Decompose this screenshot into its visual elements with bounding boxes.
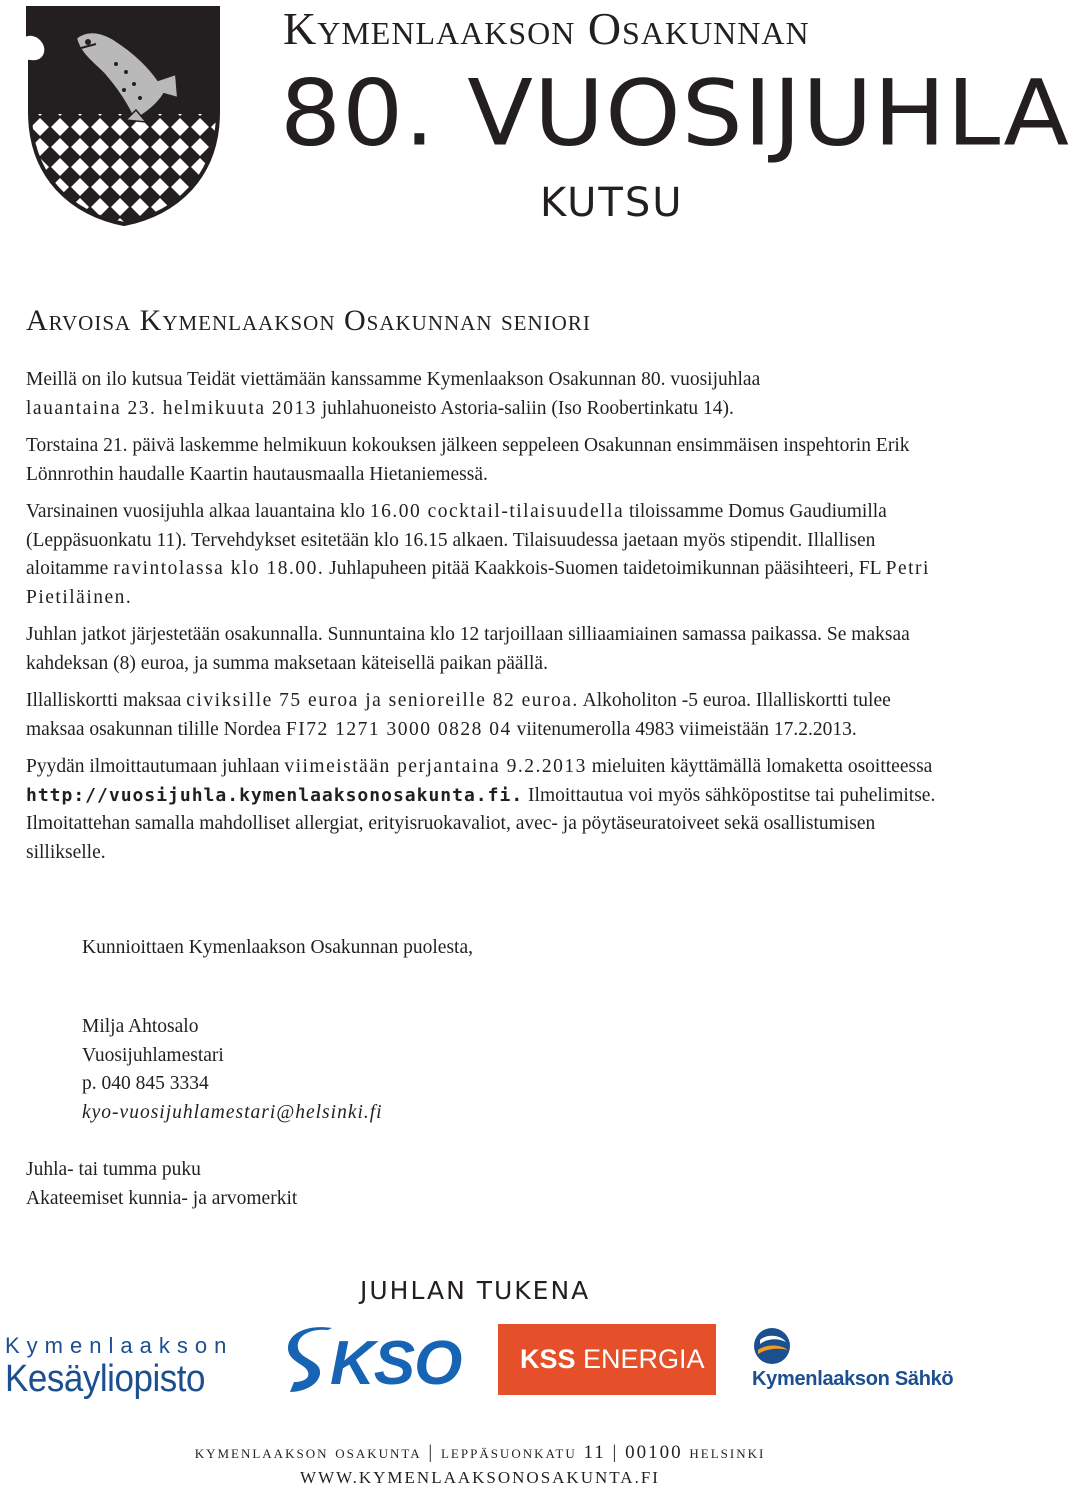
paragraph-wreath: Torstaina 21. päivä laskemme helmikuun kokouksen jälkeen seppeleen Osakunnan ensimmäisen inspehtorin Erik Lönnrothin haudalle Kaartin hautausmaalla Hietaniemessä. bbox=[26, 435, 910, 485]
sponsor-sahko-text: Kymenlaakson Sähkö bbox=[752, 1368, 954, 1390]
speaker-emphasis: Petri Pietiläinen. bbox=[26, 558, 930, 608]
signer-name: Milja Ahtosalo bbox=[82, 1016, 199, 1037]
footer-address: kymenlaakson osakunta | leppäsuonkatu 11 | 00100 helsinki bbox=[194, 1442, 766, 1463]
dress-code bbox=[26, 1156, 297, 1213]
header-invitation-label: KUTSU bbox=[540, 180, 684, 226]
sponsor-kesayliopisto-logo bbox=[5, 1333, 235, 1399]
registration-link[interactable]: http://vuosijuhla.kymenlaaksonosakunta.fi. bbox=[26, 784, 524, 806]
sponsor-kso-logo bbox=[288, 1326, 462, 1398]
time-emphasis: 16.00 cocktail-tilaisuudella bbox=[369, 501, 625, 522]
footer-website-link[interactable]: WWW.KYMENLAAKSONOSAKUNTA.FI bbox=[300, 1468, 660, 1487]
signer-email-link[interactable]: kyo-vuosijuhlamestari@helsinki.fi bbox=[82, 1101, 383, 1123]
text: Meillä on ilo kutsua Teidät viettämään kanssamme Kymenlaakson Osakunnan 80. vuosijuhlaa bbox=[26, 369, 761, 390]
text: Illalliskortti maksaa bbox=[26, 690, 187, 711]
paragraph-afterparty: Juhlan jatkot järjestetään osakunnalla. Sunnuntaina klo 12 tarjoillaan silliaamiainen samassa paikassa. Se maksaa kahdeksan (8) euroa, ja summa maksetaan käteisellä paikan päällä. bbox=[26, 624, 910, 674]
text: Alkoholiton -5 euroa. Illalliskortti tulee maksaa osakunnan tilille Nordea bbox=[26, 690, 891, 740]
text: Ilmoittautua voi myös sähköpostitse tai puhelimitse. Ilmoitattehan samalla mahdolliset allergiat, erityisruokavaliot, avec- ja pöytäseuratoiveet sekä osallistumisen sillikselle. bbox=[26, 784, 936, 863]
crest-icon bbox=[26, 2, 222, 228]
sponsor-kss-bold: KSS bbox=[520, 1344, 576, 1374]
price-emphasis: civiksille 75 euroa ja senioreille 82 euroa. bbox=[186, 690, 579, 711]
closing-line: Kunnioittaen Kymenlaakson Osakunnan puolesta, bbox=[82, 937, 473, 958]
signer-role: Vuosijuhlamestari bbox=[82, 1044, 224, 1066]
signature-block bbox=[82, 1013, 383, 1127]
text: Pyydän ilmoittautumaan juhlaan bbox=[26, 756, 285, 777]
paragraph-program bbox=[26, 498, 946, 612]
time-emphasis: ravintolassa klo 18.00. bbox=[113, 558, 325, 579]
header-title-line1: Kymenlaakson Osakunnan bbox=[283, 3, 810, 54]
text: mieluiten käyttämällä lomaketta osoitteessa bbox=[586, 756, 933, 777]
account-number: FI72 1271 3000 0828 04 bbox=[285, 718, 512, 740]
sponsor-kss-rest: ENERGIA bbox=[575, 1344, 705, 1374]
text: viitenumerolla 4983 viimeistään 17.2.2013. bbox=[511, 718, 857, 740]
paragraph-invitation bbox=[26, 366, 946, 423]
paragraph-registration bbox=[26, 753, 946, 867]
dress-code-line2: Akateemiset kunnia- ja arvomerkit bbox=[26, 1187, 298, 1209]
text: juhlahuoneisto Astoria-saliin (Iso Roobertinkatu 14). bbox=[316, 397, 734, 419]
sponsor-kymenlaakson-sahko-logo bbox=[750, 1326, 960, 1396]
text: Juhlapuheen pitää Kaakkois-Suomen taidetoimikunnan pääsihteeri, FL bbox=[324, 558, 886, 579]
sponsor-kes-line2: Kesäyliopisto bbox=[5, 1358, 206, 1400]
signer-phone: p. 040 845 3334 bbox=[82, 1073, 209, 1094]
deadline-emphasis: viimeistään perjantaina 9.2.2013 bbox=[284, 756, 587, 777]
sponsor-kso-text: KSO bbox=[330, 1329, 462, 1398]
text: tiloissamme Domus Gaudiumilla (Leppäsuonkatu 11). Tervehdykset esitetään klo 16.15 alkaen. Tilaisuudessa jaetaan myös stipendit. Illallisen aloitamme bbox=[26, 501, 887, 579]
sponsor-kss-energia-logo bbox=[498, 1324, 716, 1395]
text: Varsinainen vuosijuhla alkaa lauantaina klo bbox=[26, 501, 370, 522]
kso-s-swoosh-icon bbox=[288, 1326, 332, 1396]
invitation-body bbox=[26, 366, 946, 876]
paragraph-payment bbox=[26, 687, 946, 744]
header-title-anniversary: 80. VUOSIJUHLA bbox=[280, 60, 1070, 167]
sahko-globe-icon bbox=[752, 1326, 792, 1366]
greeting-heading: Arvoisa Kymenlaakson Osakunnan seniori bbox=[26, 304, 591, 337]
sponsors-title: JUHLAN TUKENA bbox=[360, 1276, 591, 1305]
dress-code-line1: Juhla- tai tumma puku bbox=[26, 1159, 201, 1180]
sponsor-kes-line1: Kymenlaakson bbox=[5, 1333, 234, 1358]
date-emphasis: lauantaina 23. helmikuuta 2013 bbox=[26, 397, 317, 419]
